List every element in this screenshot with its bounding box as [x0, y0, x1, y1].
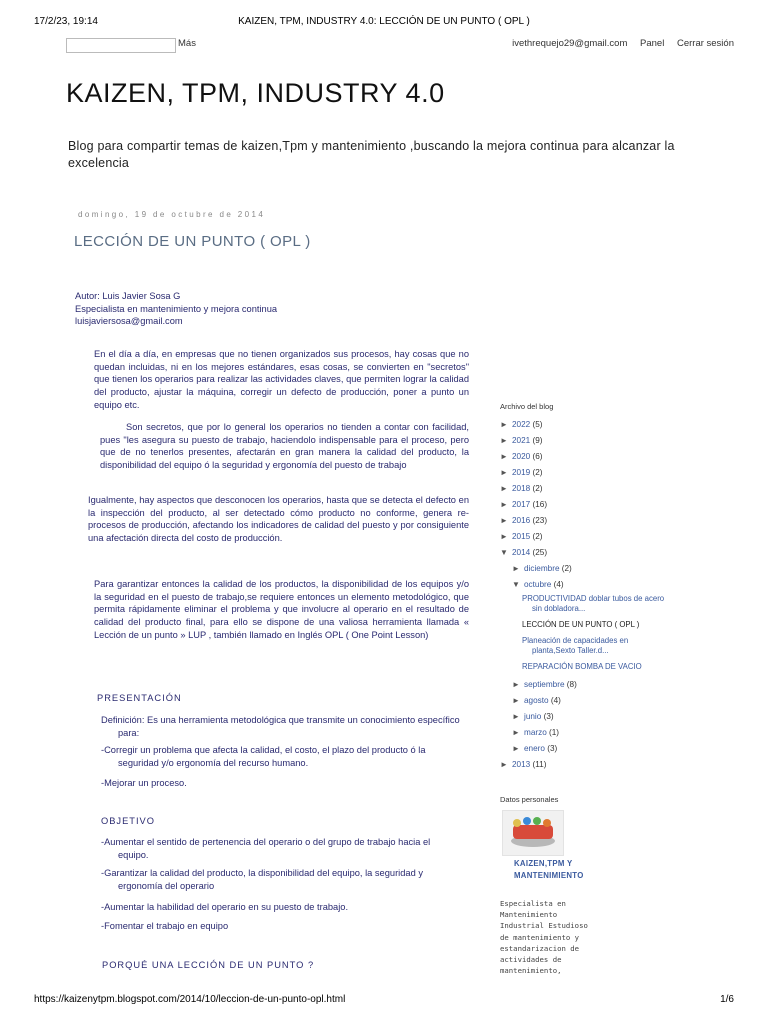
paragraph-2-text: Son secretos, que por lo general los operarios no tienden a contar con facilidad, pues "les asegura su puesto de trabajo, haciendolo indispensable para el proceso, pero que de no tenerlos presentes, afectarán en gran manera la calidad del producto, la disponibilidad del equipo ó la seguridad y ergonomía del puesto de trabajo — [100, 422, 469, 471]
expand-arrow-icon[interactable]: ► — [500, 532, 508, 541]
expand-arrow-icon[interactable]: ► — [512, 712, 520, 721]
expand-arrow-icon[interactable]: ► — [500, 420, 508, 429]
archive-month[interactable]: ► septiembre (8) — [500, 678, 705, 694]
logout-link[interactable]: Cerrar sesión — [676, 38, 734, 49]
paragraph-3: Igualmente, hay aspectos que desconocen los operarios, hasta que se detecta el defecto en la inspección del producto, al ser detectado cómo producto no conforme, genera re-procesos de producción, afectando los indicadores de calidad del puesto y por consiguiente una afectación directa del costo de producción. — [88, 495, 469, 544]
expand-arrow-icon[interactable]: ► — [500, 436, 508, 445]
blogger-navbar — [66, 36, 734, 54]
user-email[interactable]: ivethrequejo29@gmail.com — [512, 38, 628, 49]
profile-name[interactable]: KAIZEN,TPM Y MANTENIMIENTO — [514, 859, 584, 880]
objective-item-2-line-1: -Garantizar la calidad del producto, la disponibilidad del equipo, la seguridad y — [101, 868, 423, 878]
objective-item-2-line-2: ergonomía del operario — [118, 880, 215, 891]
paragraph-1: En el día a día, en empresas que no tienen organizados sus procesos, hay cosas que no quedan incluidas, ni en los mejores estándares, esas cosas, se convierten en "secretos" que tienen los operarios para realizar las actividades claves, que permiten lograr la calidad del producto, ajustar la máquina, corregir un defecto de producción, poner a punto un equipo etc. — [94, 349, 469, 410]
print-header — [34, 16, 734, 30]
archive-year[interactable]: ► 2015 (2) — [500, 530, 705, 546]
purpose-item-2: -Mejorar un proceso. — [101, 778, 187, 788]
print-url: https://kaizenytpm.blogspot.com/2014/10/leccion-de-un-punto-opl.html — [34, 994, 346, 1005]
post-date: domingo, 19 de octubre de 2014 — [78, 210, 266, 219]
archive-year[interactable]: ► 2018 (2) — [500, 482, 705, 498]
archive-post-link[interactable]: REPARACIÓN BOMBA DE VACIO — [522, 662, 642, 671]
blog-title[interactable]: KAIZEN, TPM, INDUSTRY 4.0 — [66, 78, 445, 108]
definition-line-1: Definición: Es una herramienta metodológica que transmite un conocimiento específico — [101, 715, 460, 725]
objective-item-1-line-1: -Aumentar el sentido de pertenencia del operario o del grupo de trabajo hacia el — [101, 837, 431, 847]
panel-link[interactable]: Panel — [640, 38, 665, 49]
more-link[interactable]: Más — [178, 38, 196, 49]
profile-image-icon — [503, 811, 563, 855]
purpose-item-1-line-2: seguridad y/o ergonomía del recurso humano. — [118, 757, 309, 768]
collapse-arrow-icon[interactable]: ▼ — [500, 548, 508, 557]
print-page-number: 1/6 — [720, 994, 734, 1005]
author-name: Autor: Luis Javier Sosa G — [75, 291, 181, 301]
archive-month[interactable]: ► enero (3) — [500, 742, 705, 758]
collapse-arrow-icon[interactable]: ▼ — [512, 580, 520, 589]
expand-arrow-icon[interactable]: ► — [500, 516, 508, 525]
expand-arrow-icon[interactable]: ► — [512, 728, 520, 737]
archive-year[interactable]: ► 2017 (16) — [500, 498, 705, 514]
archive-month[interactable]: ► diciembre (2) — [500, 562, 705, 578]
objective-item-1-line-2: equipo. — [118, 849, 149, 860]
print-title: KAIZEN, TPM, INDUSTRY 4.0: LECCIÓN DE UN PUNTO ( OPL ) — [238, 16, 530, 27]
archive-year[interactable]: ► 2022 (5) — [500, 418, 705, 434]
archive-year[interactable]: ► 2013 (11) — [500, 758, 705, 774]
purpose-item-1 — [101, 744, 481, 769]
archive-post-link[interactable]: Planeación de capacidades en planta,Sexto Taller.d... — [522, 636, 629, 655]
porque-heading: PORQUÉ UNA LECCIÓN DE UN PUNTO ? — [102, 960, 315, 970]
author-email[interactable]: luisjaviersosa@gmail.com — [75, 316, 183, 327]
purpose-item-1-line-1: -Corregir un problema que afecta la calidad, el costo, el plazo del producto ó la — [101, 745, 426, 755]
objective-item-3: -Aumentar la habilidad del operario en su puesto de trabajo. — [101, 902, 349, 912]
expand-arrow-icon[interactable]: ► — [500, 760, 508, 769]
expand-arrow-icon[interactable]: ► — [500, 468, 508, 477]
post-author — [75, 290, 375, 328]
archive-year[interactable]: ► 2020 (6) — [500, 450, 705, 466]
expand-arrow-icon[interactable]: ► — [500, 484, 508, 493]
archive-year[interactable]: ► 2016 (23) — [500, 514, 705, 530]
objective-item-2 — [101, 867, 481, 892]
profile-heading: Datos personales — [500, 795, 559, 804]
blog-description: Blog para compartir temas de kaizen,Tpm y mantenimiento ,buscando la mejora continua para alcanzar la excelencia — [68, 139, 675, 170]
archive-heading: Archivo del blog — [500, 402, 554, 411]
navbar-right — [502, 38, 734, 49]
post-title[interactable]: LECCIÓN DE UN PUNTO ( OPL ) — [74, 233, 311, 250]
objetivo-heading: OBJETIVO — [101, 816, 155, 826]
archive-month[interactable]: ► marzo (1) — [500, 726, 705, 742]
expand-arrow-icon[interactable]: ► — [512, 680, 520, 689]
expand-arrow-icon[interactable]: ► — [512, 696, 520, 705]
archive-month-open[interactable]: ▼ octubre (4) — [500, 578, 705, 594]
expand-arrow-icon[interactable]: ► — [512, 564, 520, 573]
archive-post-link[interactable]: PRODUCTIVIDAD doblar tubos de acero sin dobladora... — [522, 594, 665, 613]
archive-year-open[interactable]: ▼ 2014 (25) — [500, 546, 705, 562]
definition-line-2: para: — [118, 727, 140, 738]
expand-arrow-icon[interactable]: ► — [500, 500, 508, 509]
author-role: Especialista en mantenimiento y mejora continua — [75, 303, 278, 314]
expand-arrow-icon[interactable]: ► — [500, 452, 508, 461]
archive-month[interactable]: ► junio (3) — [500, 710, 705, 726]
search-input[interactable] — [66, 38, 176, 53]
expand-arrow-icon[interactable]: ► — [512, 744, 520, 753]
objective-item-1 — [101, 836, 481, 861]
blog-archive — [500, 418, 705, 774]
paragraph-2 — [100, 421, 469, 472]
archive-year[interactable]: ► 2019 (2) — [500, 466, 705, 482]
print-date: 17/2/23, 19:14 — [34, 16, 98, 27]
archive-month[interactable]: ► agosto (4) — [500, 694, 705, 710]
print-footer — [34, 994, 734, 1008]
presentacion-heading: PRESENTACIÓN — [97, 693, 182, 703]
profile-description: Especialista en Mantenimiento Industrial Estudioso de mantenimiento y estandarizacion de actividades de mantenimiento, — [500, 899, 588, 976]
archive-post-current: LECCIÓN DE UN PUNTO ( OPL ) — [522, 620, 640, 629]
objective-item-4: -Fomentar el trabajo en equipo — [101, 921, 229, 931]
archive-year[interactable]: ► 2021 (9) — [500, 434, 705, 450]
definition — [101, 714, 481, 739]
paragraph-4: Para garantizar entonces la calidad de los productos, la disponibilidad de los equipos y/o la seguridad en el puesto de trabajo,se requiere entonces un elemento metodológico, que permita rápidamente eliminar el problema y que involucre al operario en el resultado de calidad del producto final, para ello se dispone de una valiosa herramienta llamada « Lección de un punto » LUP , también llamado en Inglés OPL ( One Point Lesson) — [94, 579, 469, 640]
profile-avatar[interactable] — [502, 810, 564, 856]
